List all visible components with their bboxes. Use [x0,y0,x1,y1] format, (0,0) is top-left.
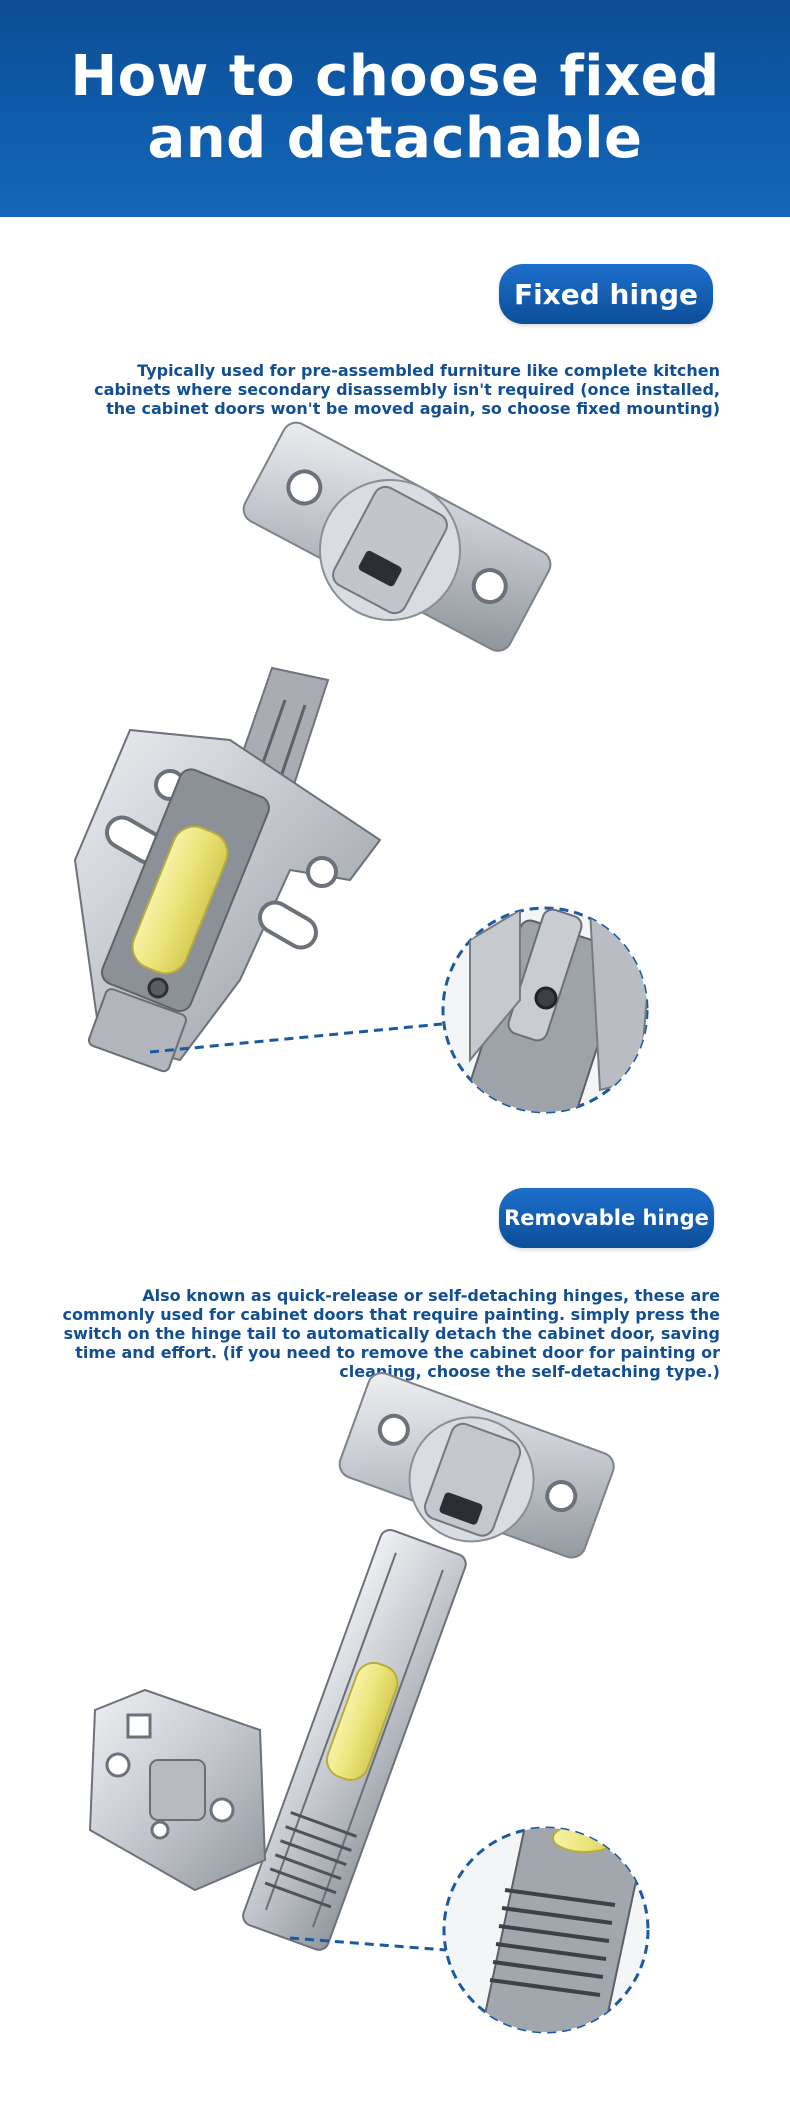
hinge-cup-plate [328,1369,617,1582]
fixed-hinge-badge: Fixed hinge [499,264,713,324]
hinge-arm [240,1527,468,1952]
fixed-hinge-description: Typically used for pre-assembled furniture like complete kitchen cabinets where secondary disassembly isn't required (once installed, the cabinet doors won't be moved again, so choose fixed mounting) [94,361,720,418]
magnified-detail [462,907,650,1142]
removable-hinge-image [0,1390,790,2090]
page-header [0,0,790,217]
removable-hinge-description: Also known as quick-release or self-detaching hinges, these are commonly used for cabinet doors that require painting. simply press the switch on the hinge tail to automatically detach the cabinet door, saving time and effort. (if you need to remove the cabinet door for painting or cleaning, choose the self-detaching type.) [62,1286,720,1381]
page-title: How to choose fixed and detachable [70,43,720,171]
hinge-base-plate [75,730,380,1073]
hinge-cup-plate [225,418,556,682]
removable-hinge-badge: Removable hinge [499,1188,714,1248]
hinge-base-plate [90,1690,265,1890]
fixed-hinge-image [0,440,790,1140]
